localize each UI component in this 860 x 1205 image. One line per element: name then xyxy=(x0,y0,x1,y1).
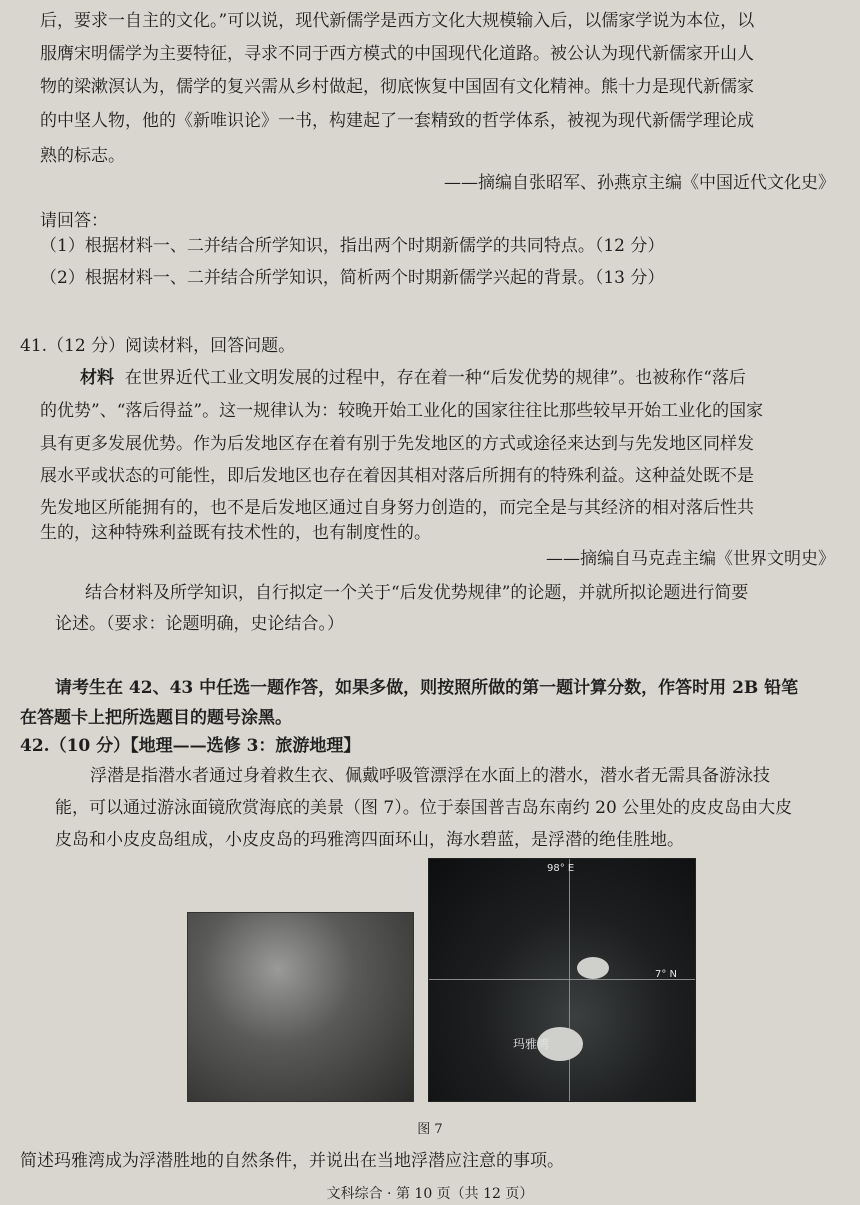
q41-source: ——摘编自马克垚主编《世界文明史》 xyxy=(546,549,835,569)
q42-text-line: 能，可以通过游泳面镜欣赏海底的美景（图 7）。位于泰国普吉岛东南约 20 公里处的皮皮岛由大皮 xyxy=(55,798,793,818)
longitude-label: 98° E xyxy=(547,863,575,874)
choice-notice: 在答题卡上把所选题目的题号涂黑。 xyxy=(20,708,292,728)
q41-material-line xyxy=(80,367,835,389)
q42-text-line: 浮潜是指潜水者通过身着救生衣、佩戴呼吸管漂浮在水面上的潜水，潜水者无需具备游泳技 xyxy=(90,766,770,786)
latitude-label: 7° N xyxy=(655,969,678,980)
q40-subquestion-1: （1）根据材料一、二并结合所学知识，指出两个时期新儒学的共同特点。（12 分） xyxy=(40,236,665,256)
snorkeling-photo xyxy=(187,912,414,1102)
island-shape xyxy=(577,957,609,979)
page-footer: 文科综合 · 第 10 页（共 12 页） xyxy=(326,1186,534,1202)
continuation-line: 物的梁漱溟认为，儒学的复兴需从乡村做起，彻底恢复中国固有文化精神。熊十力是现代新儒家 xyxy=(40,77,754,97)
q41-task-requirement: 论述。（要求：论题明确，史论结合。） xyxy=(55,614,344,634)
continuation-line: 的中坚人物，他的《新唯识论》一书，构建起了一套精致的哲学体系，被视为现代新儒学理论成 xyxy=(40,111,754,131)
material-text: 在世界近代工业文明发展的过程中，存在着一种“后发优势的规律”。也被称作“落后 xyxy=(124,368,746,388)
q40-prompt: 请回答： xyxy=(40,211,108,231)
q41-material-line: 的优势”、“落后得益”。这一规律认为：较晚开始工业化的国家往往比那些较早开始工业化的国家 xyxy=(40,401,764,421)
maya-bay-label: 玛雅湾 xyxy=(513,1037,550,1051)
source-citation: ——摘编自张昭军、孙燕京主编《中国近代文化史》 xyxy=(444,173,835,193)
q42-header: 42.（10 分）【地理——选修 3：旅游地理】 xyxy=(20,736,361,756)
q41-material-line: 生的，这种特殊利益既有技术性的，也有制度性的。 xyxy=(40,523,431,543)
q42-text-line: 皮岛和小皮皮岛组成，小皮皮岛的玛雅湾四面环山，海水碧蓝，是浮潜的绝佳胜地。 xyxy=(55,830,684,850)
maya-bay-map xyxy=(428,858,696,1102)
q41-material-line: 展水平或状态的可能性，即后发地区也存在着因其相对落后所拥有的特殊利益。这种益处既不是 xyxy=(40,466,754,486)
q41-header: 41.（12 分）阅读材料，回答问题。 xyxy=(20,336,296,356)
meridian-line xyxy=(569,859,570,1101)
q42-question: 简述玛雅湾成为浮潜胜地的自然条件，并说出在当地浮潜应注意的事项。 xyxy=(20,1151,564,1171)
continuation-line: 服膺宋明儒学为主要特征，寻求不同于西方模式的中国现代化道路。被公认为现代新儒家开山人 xyxy=(40,44,754,64)
continuation-line: 后，要求一自主的文化。”可以说，现代新儒学是西方文化大规模输入后，以儒家学说为本位，以 xyxy=(40,11,755,31)
figure-caption: 图 7 xyxy=(417,1122,443,1137)
q41-material-line: 先发地区所能拥有的，也不是后发地区通过自身努力创造的，而完全是与其经济的相对落后性共 xyxy=(40,498,754,518)
q41-task: 结合材料及所学知识，自行拟定一个关于“后发优势规律”的论题，并就所拟论题进行简要 xyxy=(85,583,749,603)
material-label: 材料 xyxy=(80,368,114,388)
choice-notice: 请考生在 42、43 中任选一题作答，如果多做，则按照所做的第一题计算分数，作答时用 2B 铅笔 xyxy=(55,678,799,698)
q40-subquestion-2: （2）根据材料一、二并结合所学知识，简析两个时期新儒学兴起的背景。（13 分） xyxy=(40,268,665,288)
continuation-line: 熟的标志。 xyxy=(40,146,125,166)
q41-material-line: 具有更多发展优势。作为后发地区存在着有别于先发地区的方式或途径来达到与先发地区同样发 xyxy=(40,434,754,454)
